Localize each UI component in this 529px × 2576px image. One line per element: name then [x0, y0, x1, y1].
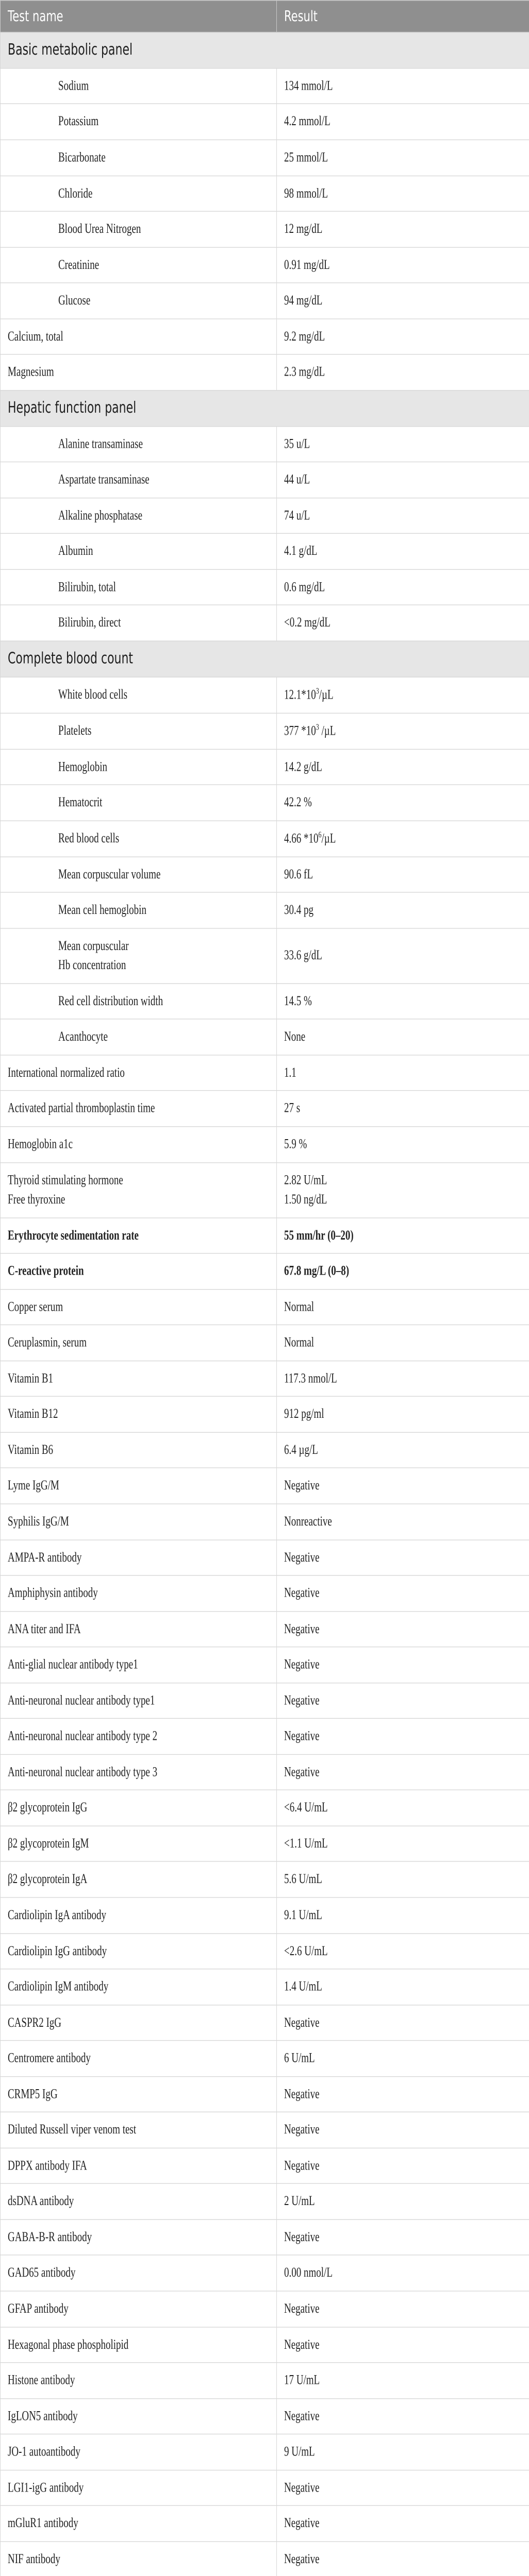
result-cell: <2.6 U/mL — [277, 1933, 529, 1969]
result-cell: 25 mmol/L — [277, 140, 529, 175]
test-name-cell: DPPX antibody IFA — [1, 2148, 277, 2183]
table-row — [1, 1091, 529, 1126]
result-cell: Negative — [277, 1468, 529, 1504]
table-row — [1, 2148, 529, 2183]
result-cell: 2 U/mL — [277, 2184, 529, 2219]
result-cell: Negative — [277, 2005, 529, 2040]
test-name-cell: GABA-B-R antibody — [1, 2219, 277, 2255]
table-row — [1, 1019, 529, 1055]
test-name-cell: Bicarbonate — [1, 140, 277, 175]
table-row — [1, 857, 529, 892]
table-row — [1, 1361, 529, 1396]
table-row — [1, 2184, 529, 2219]
test-name-cell: Vitamin B12 — [1, 1397, 277, 1432]
test-name-cell: Blood Urea Nitrogen — [1, 211, 277, 247]
test-name-cell: Anti-neuronal nuclear antibody type 3 — [1, 1754, 277, 1790]
test-name-cell: Vitamin B6 — [1, 1432, 277, 1468]
result-cell: Negative — [277, 2148, 529, 2183]
table-row — [1, 1575, 529, 1611]
result-cell: Negative — [277, 2398, 529, 2434]
test-name-line: Mean corpuscular — [58, 938, 129, 954]
test-name-cell: Mean cell hemoglobin — [1, 892, 277, 928]
result-exponent: 3 — [316, 686, 319, 696]
test-name-cell: Acanthocyte — [1, 1019, 277, 1055]
table-row — [1, 1969, 529, 2005]
table-row — [1, 1933, 529, 1969]
result-cell: 17 U/mL — [277, 2363, 529, 2398]
table-row — [1, 319, 529, 354]
test-name-cell: CRMP5 IgG — [1, 2076, 277, 2112]
test-name-cell: β2 glycoprotein IgA — [1, 1862, 277, 1897]
test-name-cell: IgLON5 antibody — [1, 2398, 277, 2434]
result-line: 1.50 ng/dL — [284, 1192, 327, 1207]
table-row — [1, 749, 529, 785]
test-name-cell: Hemoglobin a1c — [1, 1127, 277, 1162]
result-cell: None — [277, 1019, 529, 1055]
result-cell: 30.4 pg — [277, 892, 529, 928]
table-row — [1, 1127, 529, 1162]
test-name-line: Free thyroxine — [8, 1192, 65, 1207]
result-cell: Negative — [277, 2327, 529, 2362]
test-name-cell: Hexagonal phase phospholipid — [1, 2327, 277, 2362]
result-cell: 27 s — [277, 1091, 529, 1126]
result-cell: 33.6 g/dL — [277, 928, 529, 984]
result-cell: 117.3 nmol/L — [277, 1361, 529, 1396]
table-row — [1, 1897, 529, 1933]
table-row — [1, 2470, 529, 2505]
test-name-cell: International normalized ratio — [1, 1055, 277, 1091]
test-name-cell: LGI1-igG antibody — [1, 2470, 277, 2505]
test-name-cell: Potassium — [1, 104, 277, 140]
result-cell: <6.4 U/mL — [277, 1790, 529, 1826]
table-row — [1, 354, 529, 390]
table-row — [1, 2398, 529, 2434]
table-row — [1, 677, 529, 713]
table-row — [1, 605, 529, 641]
result-cell: Negative — [277, 1719, 529, 1754]
table-row — [1, 462, 529, 498]
result-cell: 67.8 mg/L (0–8) — [277, 1253, 529, 1289]
result-cell: Negative — [277, 1539, 529, 1575]
result-cell: 0.91 mg/dL — [277, 247, 529, 283]
result-line: 2.82 U/mL — [284, 1173, 327, 1188]
test-name-cell: GFAP antibody — [1, 2291, 277, 2327]
test-name-cell: Syphilis IgG/M — [1, 1504, 277, 1539]
table-row — [1, 426, 529, 462]
test-name-cell: NIF antibody — [1, 2541, 277, 2576]
test-name-cell: Histone antibody — [1, 2363, 277, 2398]
test-name-cell: Lyme IgG/M — [1, 1468, 277, 1504]
table-row — [1, 1647, 529, 1683]
table-row — [1, 928, 529, 984]
result-cell — [277, 677, 529, 713]
result-cell: Normal — [277, 1289, 529, 1325]
table-row — [1, 1862, 529, 1897]
test-name-cell: ANA titer and IFA — [1, 1611, 277, 1647]
table-row — [1, 534, 529, 569]
result-cell: 42.2 % — [277, 785, 529, 820]
test-name-cell: Cardiolipin IgG antibody — [1, 1933, 277, 1969]
test-name-cell: β2 glycoprotein IgG — [1, 1790, 277, 1826]
result-cell: 55 mm/hr (0–20) — [277, 1217, 529, 1253]
section-title: Hepatic function panel — [1, 391, 529, 427]
test-name-cell: Diluted Russell viper venom test — [1, 2112, 277, 2148]
section-header-row — [1, 391, 529, 427]
section-header-row — [1, 641, 529, 677]
result-cell: 14.5 % — [277, 984, 529, 1019]
table-row — [1, 247, 529, 283]
test-name-cell: Sodium — [1, 68, 277, 104]
table-row — [1, 1539, 529, 1575]
result-value: 12.1*10 — [284, 687, 316, 703]
table-row — [1, 1432, 529, 1468]
result-cell: 12 mg/dL — [277, 211, 529, 247]
section-header-row — [1, 32, 529, 69]
result-cell: Normal — [277, 1325, 529, 1361]
result-cell — [277, 713, 529, 749]
header-test-name: Test name — [1, 1, 277, 32]
test-name-cell: Cardiolipin IgA antibody — [1, 1897, 277, 1933]
table-row — [1, 211, 529, 247]
table-row — [1, 785, 529, 820]
table-header-row — [1, 1, 529, 32]
test-name-cell: Platelets — [1, 713, 277, 749]
result-cell: 9.2 mg/dL — [277, 319, 529, 354]
result-cell: 90.6 fL — [277, 857, 529, 892]
table-row — [1, 1826, 529, 1861]
table-row — [1, 569, 529, 605]
table-body — [1, 32, 529, 2576]
result-cell: 2.3 mg/dL — [277, 354, 529, 390]
test-name-cell: CASPR2 IgG — [1, 2005, 277, 2040]
result-unit: /µL — [319, 723, 336, 739]
test-name-cell: Red cell distribution width — [1, 984, 277, 1019]
result-cell: 912 pg/ml — [277, 1397, 529, 1432]
result-cell: 44 u/L — [277, 462, 529, 498]
result-cell: Negative — [277, 2219, 529, 2255]
result-cell — [277, 821, 529, 857]
table-row — [1, 68, 529, 104]
test-name-cell: Creatinine — [1, 247, 277, 283]
test-name-cell: Magnesium — [1, 354, 277, 390]
result-cell: 35 u/L — [277, 426, 529, 462]
test-name-cell: Anti-neuronal nuclear antibody type 2 — [1, 1719, 277, 1754]
table-row — [1, 1504, 529, 1539]
table-row — [1, 2005, 529, 2040]
result-cell: Negative — [277, 1575, 529, 1611]
test-name-cell: Bilirubin, direct — [1, 605, 277, 641]
test-name-cell: Centromere antibody — [1, 2041, 277, 2076]
test-name-cell: Alkaline phosphatase — [1, 498, 277, 533]
result-cell: Negative — [277, 1611, 529, 1647]
result-cell: 5.9 % — [277, 1127, 529, 1162]
test-name-cell: Calcium, total — [1, 319, 277, 354]
result-cell: Negative — [277, 2076, 529, 2112]
test-name-line: Hb concentration — [58, 958, 126, 973]
test-name-cell: dsDNA antibody — [1, 2184, 277, 2219]
section-title: Complete blood count — [1, 641, 529, 677]
test-name-cell: Chloride — [1, 176, 277, 211]
test-name-cell — [1, 1162, 277, 1217]
result-cell: 1.4 U/mL — [277, 1969, 529, 2005]
result-cell: Negative — [277, 2470, 529, 2505]
table-row — [1, 821, 529, 857]
table-row — [1, 283, 529, 318]
table-row — [1, 498, 529, 533]
table-row — [1, 2363, 529, 2398]
result-cell: 9.1 U/mL — [277, 1897, 529, 1933]
table-row — [1, 1055, 529, 1091]
table-row — [1, 104, 529, 140]
test-name-cell: β2 glycoprotein IgM — [1, 1826, 277, 1861]
result-cell: 4.1 g/dL — [277, 534, 529, 569]
test-name-cell: Glucose — [1, 283, 277, 318]
test-name-cell: Mean corpuscular volume — [1, 857, 277, 892]
test-name-cell: Anti-neuronal nuclear antibody type1 — [1, 1683, 277, 1718]
test-name-cell: Cardiolipin IgM antibody — [1, 1969, 277, 2005]
test-name-cell: Anti-glial nuclear antibody type1 — [1, 1647, 277, 1683]
result-cell: 5.6 U/mL — [277, 1862, 529, 1897]
result-cell: 134 mmol/L — [277, 68, 529, 104]
table-row — [1, 1325, 529, 1361]
table-row — [1, 2256, 529, 2291]
header-result: Result — [277, 1, 529, 32]
result-cell: Nonreactive — [277, 1504, 529, 1539]
table-row — [1, 2076, 529, 2112]
result-cell: 9 U/mL — [277, 2434, 529, 2470]
table-row — [1, 2506, 529, 2541]
table-row — [1, 1683, 529, 1718]
result-cell: Negative — [277, 2541, 529, 2576]
result-unit: /µL — [319, 687, 334, 703]
test-name-cell: Ceruplasmin, serum — [1, 1325, 277, 1361]
result-cell: 1.1 — [277, 1055, 529, 1091]
table-row — [1, 713, 529, 749]
test-name-cell: mGluR1 antibody — [1, 2506, 277, 2541]
test-name-cell: Aspartate transaminase — [1, 462, 277, 498]
result-cell: <1.1 U/mL — [277, 1826, 529, 1861]
table-row — [1, 1754, 529, 1790]
result-unit: /µL — [321, 831, 336, 846]
table-row — [1, 1719, 529, 1754]
test-name-cell: Red blood cells — [1, 821, 277, 857]
test-name-cell — [1, 928, 277, 984]
table-row — [1, 2041, 529, 2076]
result-cell: <0.2 mg/dL — [277, 605, 529, 641]
table-row — [1, 2219, 529, 2255]
table-row — [1, 2291, 529, 2327]
section-title: Basic metabolic panel — [1, 32, 529, 69]
result-cell: 94 mg/dL — [277, 283, 529, 318]
result-cell: 4.2 mmol/L — [277, 104, 529, 140]
result-cell: 98 mmol/L — [277, 176, 529, 211]
table-row — [1, 2112, 529, 2148]
result-value: 377 *10 — [284, 723, 316, 739]
table-row — [1, 140, 529, 175]
test-name-cell: Amphiphysin antibody — [1, 1575, 277, 1611]
table-row — [1, 892, 529, 928]
table-row — [1, 1468, 529, 1504]
test-name-cell: Vitamin B1 — [1, 1361, 277, 1396]
table-row — [1, 2327, 529, 2362]
table-row — [1, 1397, 529, 1432]
result-cell: 74 u/L — [277, 498, 529, 533]
result-cell: Negative — [277, 1683, 529, 1718]
result-cell: Negative — [277, 1754, 529, 1790]
test-name-cell: Hematocrit — [1, 785, 277, 820]
table-row — [1, 2541, 529, 2576]
test-name-cell: Activated partial thromboplastin time — [1, 1091, 277, 1126]
table-row — [1, 984, 529, 1019]
table-row — [1, 1790, 529, 1826]
test-name-cell: Erythrocyte sedimentation rate — [1, 1217, 277, 1253]
test-name-cell: AMPA-R antibody — [1, 1539, 277, 1575]
test-name-cell: Bilirubin, total — [1, 569, 277, 605]
result-cell: Negative — [277, 2506, 529, 2541]
test-name-cell: Copper serum — [1, 1289, 277, 1325]
result-cell: Negative — [277, 2112, 529, 2148]
test-name-cell: C-reactive protein — [1, 1253, 277, 1289]
table-row — [1, 1611, 529, 1647]
result-cell: Negative — [277, 2291, 529, 2327]
result-value: 4.66 *10 — [284, 831, 319, 846]
table-row — [1, 1162, 529, 1217]
result-cell: 6.4 µg/L — [277, 1432, 529, 1468]
test-name-cell: JO-1 autoantibody — [1, 2434, 277, 2470]
table-row — [1, 176, 529, 211]
test-name-cell: White blood cells — [1, 677, 277, 713]
test-name-cell: Hemoglobin — [1, 749, 277, 785]
test-name-cell: GAD65 antibody — [1, 2256, 277, 2291]
result-cell — [277, 1162, 529, 1217]
result-cell: 0.00 nmol/L — [277, 2256, 529, 2291]
result-exponent: 3 — [316, 722, 319, 732]
result-exponent: 6 — [318, 829, 322, 840]
result-cell: 14.2 g/dL — [277, 749, 529, 785]
table-row — [1, 1289, 529, 1325]
result-cell: 0.6 mg/dL — [277, 569, 529, 605]
table-row — [1, 1217, 529, 1253]
test-name-line: Thyroid stimulating hormone — [8, 1173, 123, 1188]
table-row — [1, 2434, 529, 2470]
test-name-cell: Alanine transaminase — [1, 426, 277, 462]
test-name-cell: Albumin — [1, 534, 277, 569]
table-row — [1, 1253, 529, 1289]
result-cell: Negative — [277, 1647, 529, 1683]
result-cell: 6 U/mL — [277, 2041, 529, 2076]
